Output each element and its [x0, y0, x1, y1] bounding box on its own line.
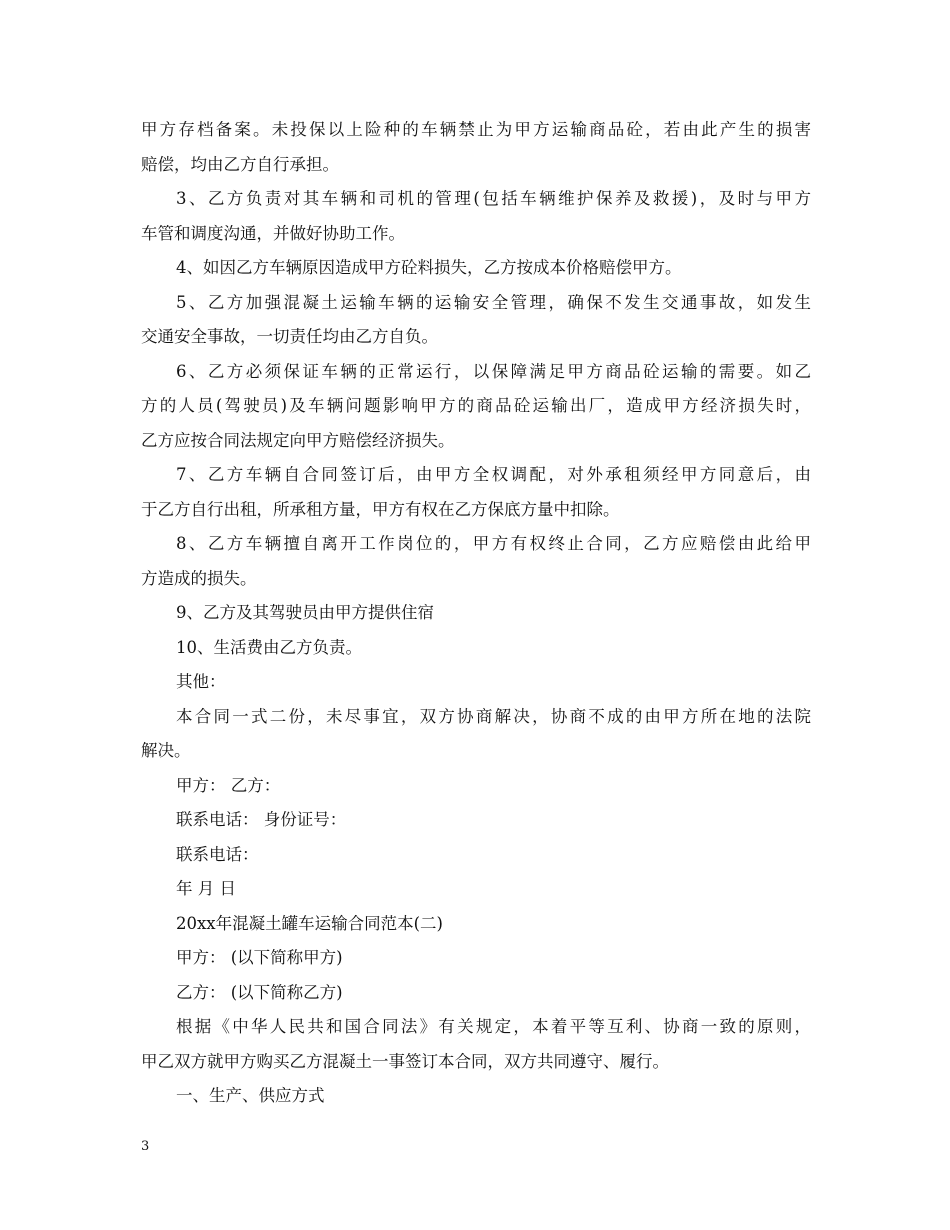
text-line: 7、乙方车辆自合同签订后，由甲方全权调配，对外承租须经甲方同意后，由: [176, 465, 811, 484]
document-body: [141, 113, 811, 1114]
text-line: 联系电话：: [176, 844, 259, 864]
text-line: 交通安全事故，一切责任均由乙方自负。: [141, 327, 438, 346]
text-line: 甲乙双方就甲方购买乙方混凝土一事签订本合同，双方共同遵守、履行。: [141, 1051, 669, 1071]
text-line: 8、乙方车辆擅自离开工作岗位的，甲方有权终止合同，乙方应赔偿由此给甲: [176, 534, 811, 553]
page-number: 3: [141, 1139, 150, 1154]
text-line: 方的人员(驾驶员)及车辆问题影响甲方的商品砼运输出厂，造成甲方经济损失时，: [141, 396, 811, 415]
text-line: 其他：: [176, 672, 226, 691]
text-line: 车管和调度沟通，并做好协助工作。: [141, 223, 405, 243]
text-line: 甲方： 乙方：: [176, 775, 281, 795]
text-line: 9、乙方及其驾驶员由甲方提供住宿: [176, 603, 434, 622]
text-line: 10、生活费由乙方负责。: [176, 637, 362, 657]
text-line: 本合同一式二份，未尽事宜，双方协商解决，协商不成的由甲方所在地的法院: [176, 706, 811, 726]
text-line: 一、生产、供应方式: [176, 1086, 325, 1105]
text-line: 联系电话： 身份证号：: [176, 810, 347, 829]
text-line: 乙方应按合同法规定向甲方赔偿经济损失。: [141, 430, 455, 450]
text-line: 3、乙方负责对其车辆和司机的管理(包括车辆维护保养及救援)，及时与甲方: [176, 189, 811, 208]
text-line: 甲方存档备案。未投保以上险种的车辆禁止为甲方运输商品砼，若由此产生的损害: [141, 120, 811, 139]
text-line: 5、乙方加强混凝土运输车辆的运输安全管理，确保不发生交通事故，如发生: [176, 292, 811, 312]
text-line: 赔偿，均由乙方自行承担。: [141, 154, 339, 174]
text-line: 方造成的损失。: [141, 568, 257, 588]
text-line: 4、如因乙方车辆原因造成甲方砼料损失，乙方按成本价格赔偿甲方。: [176, 258, 682, 277]
text-line: 年 月 日: [176, 879, 236, 898]
text-line: 于乙方自行出租，所承租方量，甲方有权在乙方保底方量中扣除。: [141, 499, 620, 519]
text-line: 6、乙方必须保证车辆的正常运行，以保障满足甲方商品砼运输的需要。如乙: [176, 361, 811, 381]
text-line: 甲方： (以下简称甲方): [176, 948, 343, 967]
text-line: 乙方： (以下简称乙方): [176, 982, 343, 1002]
text-line: 20xx年混凝土罐车运输合同范本(二): [176, 913, 443, 933]
text-line: 根据《中华人民共和国合同法》有关规定，本着平等互利、协商一致的原则，: [176, 1017, 811, 1036]
text-line: 解决。: [141, 741, 191, 760]
